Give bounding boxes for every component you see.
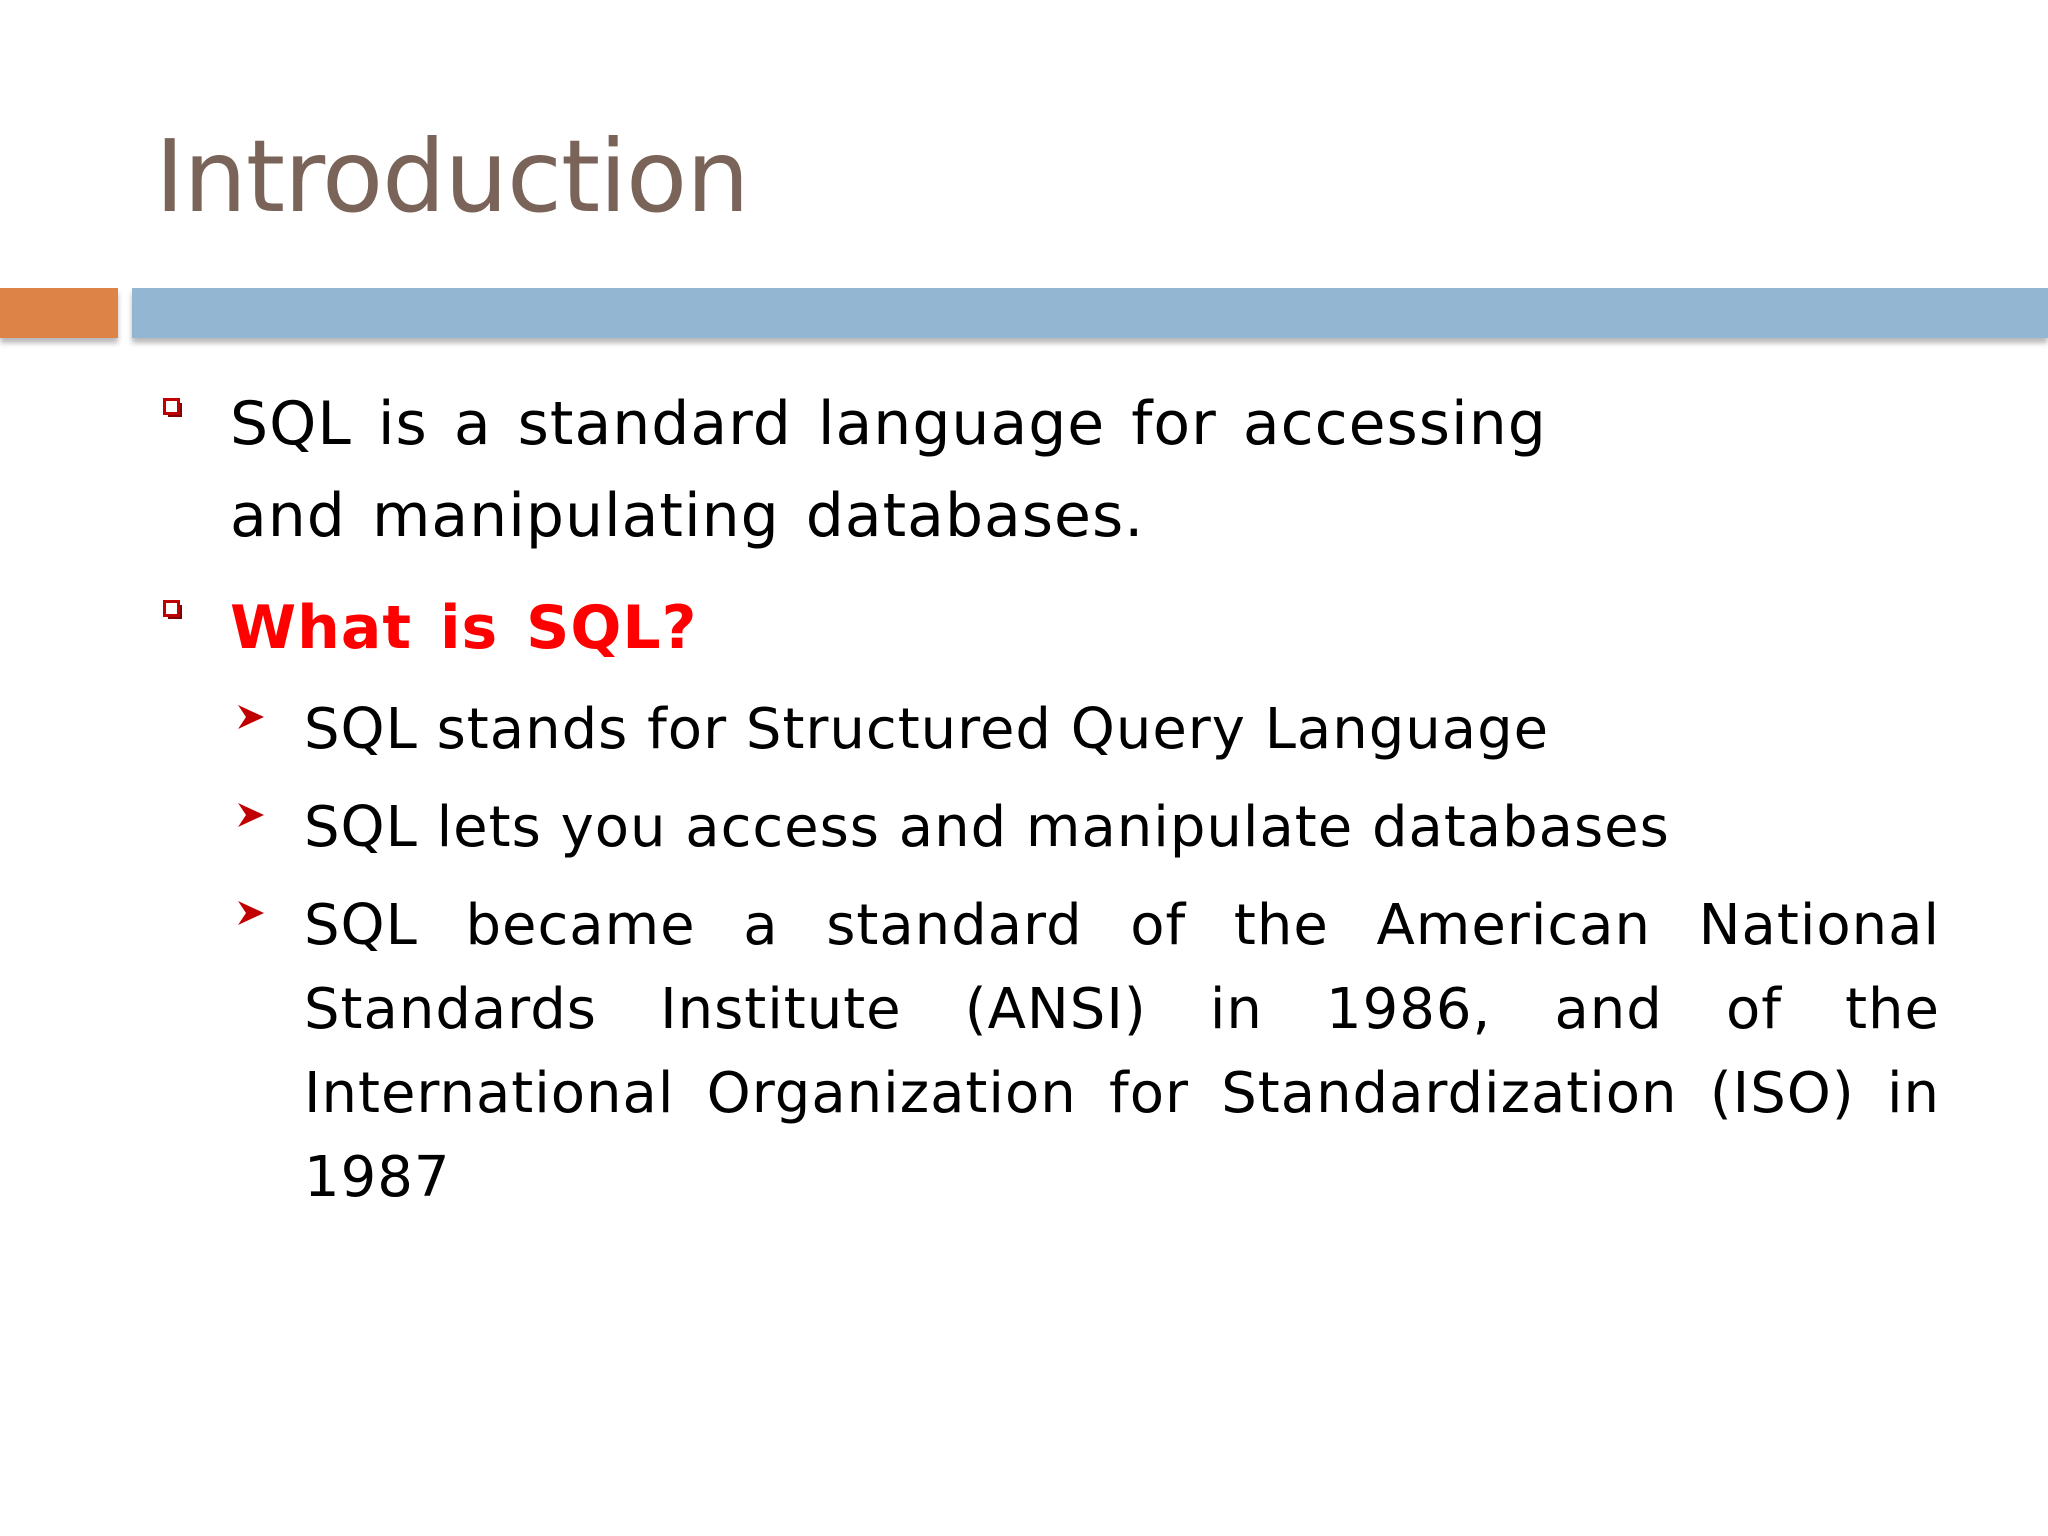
hollow-square-bullet-icon — [163, 600, 185, 622]
sub-bullet-text: SQL lets you access and manipulate databases — [304, 795, 1670, 860]
hollow-square-bullet-icon — [163, 398, 185, 420]
arrowhead-bullet-icon — [236, 702, 266, 732]
arrowhead-bullet-icon — [236, 800, 266, 830]
slide-title: Introduction — [155, 118, 749, 235]
arrowhead-bullet-icon — [236, 898, 266, 928]
sub-bullet-text: SQL stands for Structured Query Language — [304, 697, 1550, 762]
bullet-text-highlight: What is SQL? — [230, 593, 698, 663]
sub-bullet-text: SQL became a standard of the American National Standards Institute (ANSI) in 1986, and of the International Organization for Standardization (ISO) in 1987 — [304, 893, 1940, 1210]
bullet-text: SQL is a standard language for accessing and manipulating databases. — [230, 389, 1547, 551]
